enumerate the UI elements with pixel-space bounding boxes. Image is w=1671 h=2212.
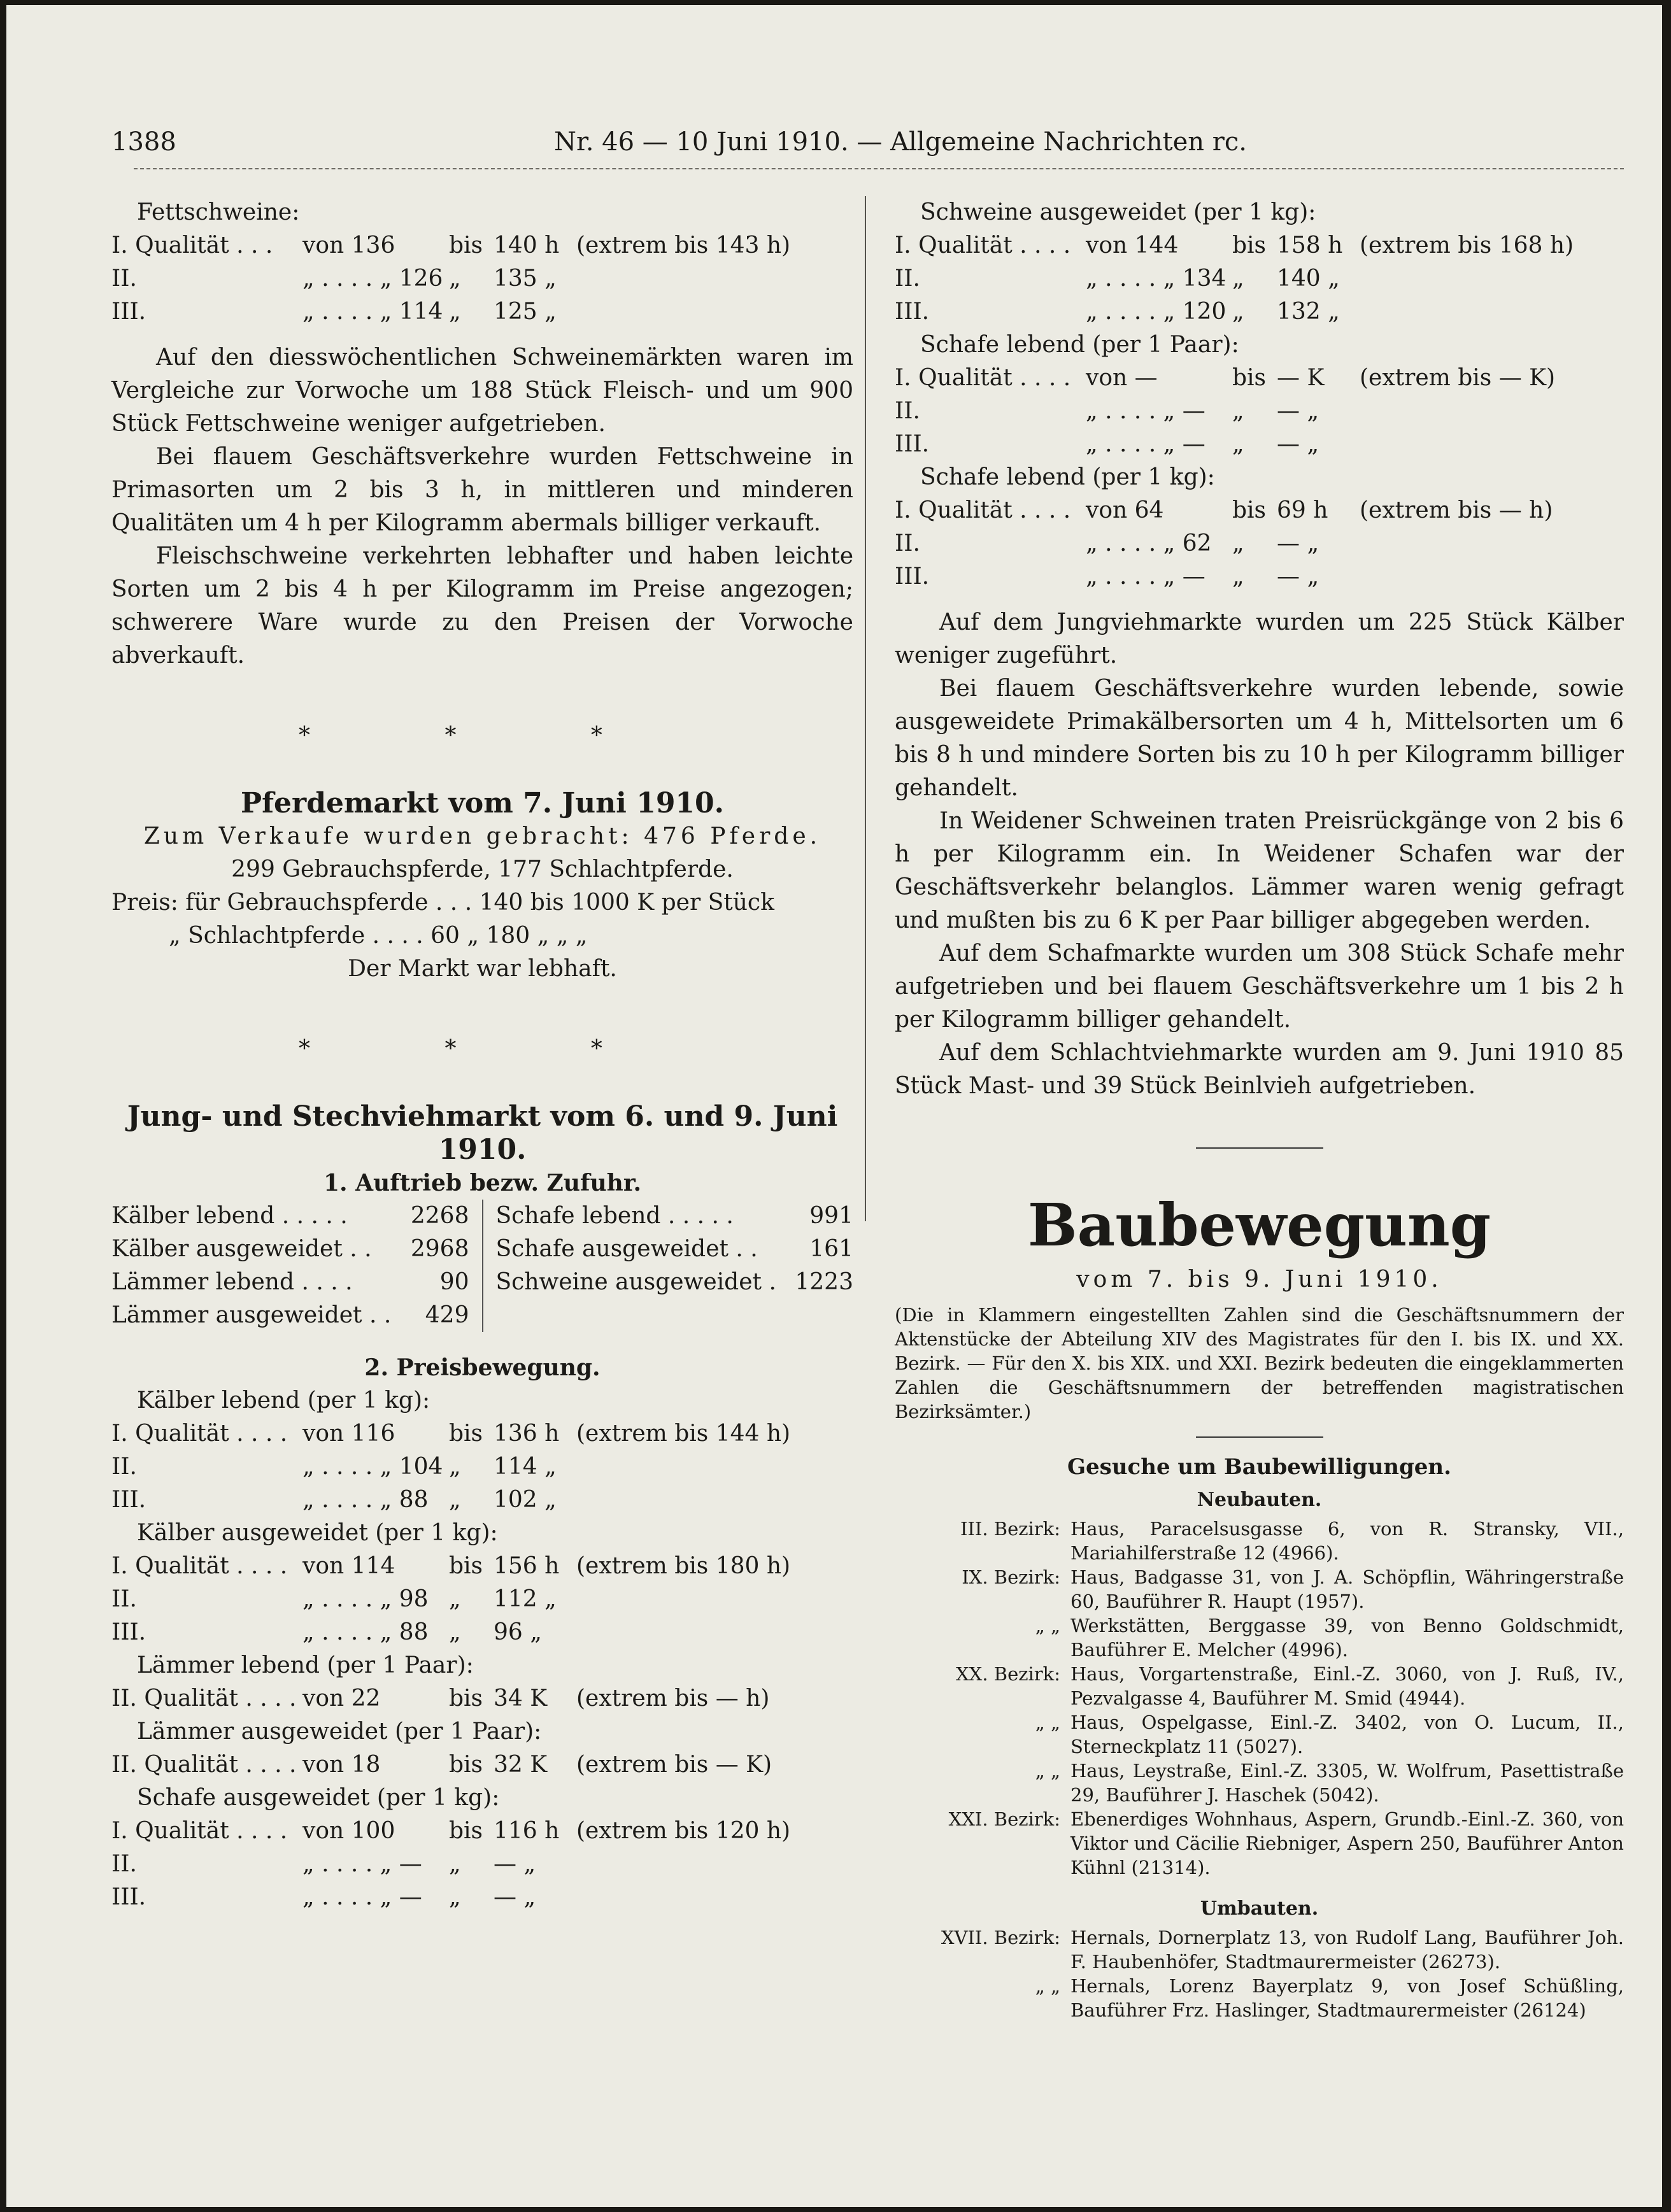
price-sep: bis [449, 1553, 483, 1579]
permit-district: IX. Bezirk: [962, 1566, 1060, 1588]
price-row [895, 362, 1624, 395]
fett-paragraph-3: Fleischschweine verkehrten lebhafter und haben leichte Sorten um 2 bis 4 h per Kilogramm im Preise angezogen; schwerere Ware wurde zu den Preisen der Vorwoche abverkauft. [111, 543, 853, 669]
price-quality: II. [111, 266, 137, 292]
price-to: 116 h [494, 1818, 560, 1844]
price-to: — „ [1277, 564, 1319, 590]
price-quality: III. [895, 431, 930, 457]
permit-district: III. Bezirk: [960, 1518, 1060, 1540]
price-from: „ . . . . „ 98 [302, 1586, 429, 1612]
permit-text: Werkstätten, Berggasse 39, von Benno Goldschmidt, Bauführer E. Melcher (4996). [1070, 1615, 1624, 1661]
price-sep: „ [1232, 266, 1244, 292]
price-to: 158 h [1277, 232, 1343, 259]
price-quality: III. [111, 1884, 146, 1910]
fett-price-table [111, 229, 853, 329]
header-rule [134, 168, 1624, 172]
right-column [895, 196, 1624, 2022]
neubauten-heading: Neubauten. [1197, 1489, 1322, 1511]
price-quality: II. [895, 266, 920, 292]
section-stars-2: * * * [299, 1036, 666, 1062]
pferde-price-1: Preis: für Gebrauchspferde . . . 140 bis 1000 K per Stück [111, 890, 774, 916]
price-quality: III. [111, 1619, 146, 1645]
jung-subheading-1: 1. Auftrieb bezw. Zufuhr. [323, 1170, 642, 1196]
price-quality: I. Qualität . . . [111, 232, 273, 259]
price-sep: „ [449, 1884, 461, 1910]
price-from: „ . . . . „ 88 [302, 1487, 429, 1513]
price-sep: bis [449, 1685, 483, 1712]
price-row [895, 229, 1624, 262]
pferde-line-3: Der Markt war lebhaft. [348, 956, 617, 982]
price-row [111, 1815, 853, 1848]
price-row [895, 527, 1624, 560]
price-row [111, 1417, 853, 1450]
price-from: von 116 [302, 1421, 395, 1447]
price-sep: bis [449, 1752, 483, 1778]
price-from: von 144 [1086, 232, 1179, 259]
price-extreme: (extrem bis — K) [1360, 365, 1556, 391]
stock-label: Kälber lebend . . . . . [111, 1203, 348, 1229]
permit-entry [895, 1925, 1624, 1974]
permit-entry [895, 1759, 1624, 1807]
stock-label: Lämmer lebend . . . . [111, 1269, 353, 1295]
price-from: von — [1086, 365, 1158, 391]
price-sep: bis [449, 1421, 483, 1447]
price-row [895, 494, 1624, 527]
price-to: 114 „ [494, 1454, 557, 1480]
newspaper-page [6, 5, 1662, 2207]
stock-value: 2268 [410, 1203, 469, 1229]
permit-entry [895, 1974, 1624, 2022]
fett-paragraph-2: Bei flauem Geschäftsverkehre wurden Fettschweine in Primasorten um 2 bis 3 h, in mittleren und minderen Qualitäten um 4 h per Kilogramm abermals billiger verkauft. [111, 444, 853, 536]
stock-row [111, 1233, 469, 1266]
price-row [111, 1550, 853, 1583]
price-sep: „ [1232, 431, 1244, 457]
running-head: Nr. 46 — 10 Juni 1910. — Allgemeine Nachrichten rc. [554, 127, 1247, 157]
price-sep: „ [449, 1851, 461, 1877]
price-from: „ . . . . „ 62 [1086, 530, 1212, 557]
price-to: 132 „ [1277, 299, 1340, 325]
price-from: „ . . . . „ 134 [1086, 266, 1227, 292]
price-to: 140 h [494, 232, 560, 259]
fett-heading: Fettschweine: [137, 199, 300, 225]
price-sep: „ [449, 1619, 461, 1645]
permit-entry [895, 1710, 1624, 1759]
permit-entry [895, 1517, 1624, 1565]
stock-value: 991 [809, 1203, 853, 1229]
permit-text: Haus, Badgasse 31, von J. A. Schöpflin, Währingerstraße 60, Bauführer R. Haupt (1957). [1070, 1566, 1624, 1612]
stock-label: Kälber ausgeweidet . . [111, 1236, 372, 1262]
price-from: „ . . . . „ 88 [302, 1619, 429, 1645]
pferde-line-2: 299 Gebrauchspferde, 177 Schlachtpferde. [231, 856, 734, 883]
price-group-heading: Schafe lebend (per 1 Paar): [920, 332, 1239, 358]
price-row [111, 1748, 853, 1782]
stock-value: 2968 [410, 1236, 469, 1262]
stock-label: Schafe lebend . . . . . [495, 1203, 734, 1229]
column-divider [865, 196, 866, 1221]
price-quality: I. Qualität . . . . [111, 1553, 288, 1579]
price-from: von 18 [302, 1752, 381, 1778]
price-quality: I. Qualität . . . . [895, 497, 1071, 523]
pferde-price-2: „ Schlachtpferde . . . . 60 „ 180 „ „ „ [169, 923, 588, 949]
price-row [111, 295, 853, 329]
price-to: 112 „ [494, 1586, 557, 1612]
permit-entry [895, 1613, 1624, 1662]
price-from: „ . . . . „ 126 [302, 266, 443, 292]
bau-subtitle: vom 7. bis 9. Juni 1910. [1076, 1266, 1442, 1293]
permit-district: „ „ [1035, 1760, 1060, 1782]
price-from: „ . . . . „ 120 [1086, 299, 1227, 325]
permit-district: „ „ [1035, 1712, 1060, 1733]
permit-district: XVII. Bezirk: [941, 1927, 1060, 1948]
fett-paragraph-1: Auf den diesswöchentlichen Schweinemärkten waren im Vergleiche zur Vorwoche um 188 Stück Fleisch- und um 900 Stück Fettschweine weniger aufgetrieben. [111, 344, 853, 437]
price-quality: II. [111, 1454, 137, 1480]
price-extreme: (extrem bis 180 h) [576, 1553, 791, 1579]
price-to: — K [1277, 365, 1325, 391]
permit-text: Haus, Paracelsusgasse 6, von R. Stransky, VII., Mariahilferstraße 12 (4966). [1070, 1518, 1624, 1564]
price-to: 69 h [1277, 497, 1328, 523]
page-number: 1388 [111, 127, 176, 157]
price-to: 96 „ [494, 1619, 542, 1645]
price-row [111, 1450, 853, 1484]
price-group-heading: Kälber ausgeweidet (per 1 kg): [137, 1520, 498, 1546]
pferde-title: Pferdemarkt vom 7. Juni 1910. [241, 787, 724, 819]
price-group-heading: Lämmer ausgeweidet (per 1 Paar): [137, 1719, 542, 1745]
price-to: 34 K [494, 1685, 548, 1712]
price-from: von 22 [302, 1685, 381, 1712]
price-extreme: (extrem bis — h) [1360, 497, 1553, 523]
price-group-heading: Schafe lebend (per 1 kg): [920, 464, 1215, 490]
umbauten-list [895, 1925, 1624, 2022]
price-quality: II. [111, 1851, 137, 1877]
price-extreme: (extrem bis 168 h) [1360, 232, 1574, 259]
price-to: 135 „ [494, 266, 557, 292]
price-sep: „ [1232, 530, 1244, 557]
price-row [111, 1616, 853, 1649]
right-paragraph-1: Auf dem Jungviehmarkte wurden um 225 Stück Kälber weniger zugeführt. [895, 609, 1624, 669]
stock-right [483, 1200, 854, 1332]
price-extreme: (extrem bis 120 h) [576, 1818, 791, 1844]
right-paragraph-3: In Weidener Schweinen traten Preisrückgänge von 2 bis 6 h per Kilogramm ein. In Weidener Schafen war der Geschäftsverkehr belanglos. Lämmer waren wenig gefragt und mußten bis zu 6 K per Paar billiger abgegeben werden. [895, 808, 1624, 933]
permit-text: Hernals, Lorenz Bayerplatz 9, von Josef Schüßling, Bauführer Frz. Haslinger, Stadtmaurermeister (26124) [1070, 1975, 1624, 2021]
price-sep: „ [449, 1454, 461, 1480]
price-from: „ . . . . „ — [1086, 431, 1205, 457]
stock-value: 1223 [795, 1269, 853, 1295]
price-quality: III. [111, 299, 146, 325]
section-rule [1196, 1147, 1323, 1149]
stock-row [496, 1233, 854, 1266]
price-quality: II. [111, 1586, 137, 1612]
price-to: 136 h [494, 1421, 560, 1447]
price-sep: bis [449, 232, 483, 259]
permit-text: Hernals, Dornerplatz 13, von Rudolf Lang, Bauführer Joh. F. Haubenhöfer, Stadtmaurermeister (26273). [1070, 1927, 1624, 1973]
price-row [111, 1881, 853, 1914]
stock-left [111, 1200, 483, 1332]
price-row [111, 1682, 853, 1715]
bau-heading: Gesuche um Baubewilligungen. [1067, 1454, 1451, 1480]
permit-entry [895, 1807, 1624, 1880]
stock-value: 90 [439, 1269, 469, 1295]
permit-district: „ „ [1035, 1615, 1060, 1636]
price-from: „ . . . . „ — [1086, 398, 1205, 424]
permit-entry [895, 1662, 1624, 1710]
permit-text: Haus, Vorgartenstraße, Einl.-Z. 3060, von J. Ruß, IV., Pezvalgasse 4, Bauführer M. Smid (4944). [1070, 1663, 1624, 1709]
permit-district: XX. Bezirk: [956, 1663, 1060, 1685]
price-to: 140 „ [1277, 266, 1340, 292]
price-quality: III. [111, 1487, 146, 1513]
permit-district: XXI. Bezirk: [948, 1808, 1060, 1830]
price-sep: „ [1232, 564, 1244, 590]
price-quality: I. Qualität . . . . [111, 1818, 288, 1844]
price-sep: bis [449, 1818, 483, 1844]
price-from: von 136 [302, 232, 395, 259]
stock-value: 161 [809, 1236, 853, 1262]
price-from: „ . . . . „ 104 [302, 1454, 443, 1480]
price-sep: bis [1232, 365, 1267, 391]
price-row [895, 560, 1624, 593]
price-row [111, 1583, 853, 1616]
stock-value: 429 [425, 1302, 469, 1328]
right-paragraph-2: Bei flauem Geschäftsverkehre wurden lebende, sowie ausgeweidete Primakälbersorten um 4 h, Mittelsorten um 6 bis 8 h und mindere Sorten bis zu 10 h per Kilogramm billiger gehandelt. [895, 676, 1624, 801]
stock-row [111, 1266, 469, 1299]
price-sep: „ [449, 266, 461, 292]
price-from: von 100 [302, 1818, 395, 1844]
neubauten-list [895, 1517, 1624, 1880]
stock-table [111, 1200, 853, 1332]
bau-rule [1196, 1436, 1323, 1438]
section-stars: * * * [299, 723, 666, 749]
price-to: — „ [494, 1851, 536, 1877]
price-extreme: (extrem bis — h) [576, 1685, 770, 1712]
jung-title: Jung- und Stechviehmarkt vom 6. und 9. Juni 1910. [127, 1100, 838, 1166]
price-sep: „ [1232, 299, 1244, 325]
stock-row [496, 1200, 854, 1233]
stock-row [111, 1299, 469, 1332]
pferde-line-1: Zum Verkaufe wurden gebracht: 476 Pferde. [143, 823, 821, 849]
stock-row [111, 1200, 469, 1233]
stock-label: Schafe ausgeweidet . . [495, 1236, 758, 1262]
price-quality: I. Qualität . . . . [111, 1421, 288, 1447]
price-group-heading: Schafe ausgeweidet (per 1 kg): [137, 1785, 500, 1811]
price-group-heading: Lämmer lebend (per 1 Paar): [137, 1652, 474, 1678]
permit-district: „ „ [1035, 1975, 1060, 1997]
stock-label: Schweine ausgeweidet . [495, 1269, 776, 1295]
price-row [895, 262, 1624, 295]
bau-title: Baubewegung [1027, 1191, 1491, 1259]
price-row [895, 428, 1624, 461]
price-from: „ . . . . „ — [302, 1884, 422, 1910]
price-from: „ . . . . „ 114 [302, 299, 443, 325]
left-column [111, 196, 853, 1914]
jung-price-groups [111, 1384, 853, 1914]
price-sep: bis [1232, 497, 1267, 523]
right-price-groups [895, 196, 1624, 593]
price-to: 32 K [494, 1752, 548, 1778]
price-to: 156 h [494, 1553, 560, 1579]
price-to: — „ [1277, 398, 1319, 424]
price-from: von 114 [302, 1553, 395, 1579]
price-sep: bis [1232, 232, 1267, 259]
price-quality: I. Qualität . . . . [895, 365, 1071, 391]
price-quality: II. Qualität . . . . [111, 1685, 297, 1712]
umbauten-heading: Umbauten. [1200, 1897, 1319, 1920]
permit-entry [895, 1565, 1624, 1613]
price-from: von 64 [1086, 497, 1164, 523]
price-quality: II. [895, 530, 920, 557]
price-sep: „ [449, 1487, 461, 1513]
bau-note: (Die in Klammern eingestellten Zahlen sind die Geschäftsnummern der Aktenstücke der Abteilung XIV des Magistrates für den I. bis IX. und XX. Bezirk. — Für den X. bis XIX. und XXI. Bezirk bedeuten die eingeklammerten Zahlen die Geschäftsnummern der betreffenden magistratischen Bezirksämter.) [895, 1304, 1624, 1422]
price-row [111, 229, 853, 262]
permit-text: Haus, Leystraße, Einl.-Z. 3305, W. Wolfrum, Pasettistraße 29, Bauführer J. Haschek (5042). [1070, 1760, 1624, 1806]
price-to: — „ [494, 1884, 536, 1910]
price-sep: „ [449, 1586, 461, 1612]
price-quality: III. [895, 564, 930, 590]
price-from: „ . . . . „ — [302, 1851, 422, 1877]
price-from: „ . . . . „ — [1086, 564, 1205, 590]
price-group-heading: Schweine ausgeweidet (per 1 kg): [920, 199, 1316, 225]
price-quality: I. Qualität . . . . [895, 232, 1071, 259]
price-row [895, 295, 1624, 329]
price-to: — „ [1277, 530, 1319, 557]
price-quality: III. [895, 299, 930, 325]
price-quality: II. [895, 398, 920, 424]
stock-row [496, 1266, 854, 1299]
price-sep: „ [449, 299, 461, 325]
permit-text: Ebenerdiges Wohnhaus, Aspern, Grundb.-Einl.-Z. 360, von Viktor und Cäcilie Riebniger, Aspern 250, Bauführer Anton Kühnl (21314). [1070, 1808, 1624, 1878]
right-paragraph-4: Auf dem Schafmarkte wurden um 308 Stück Schafe mehr aufgetrieben und bei flauem Geschäftsverkehre um 1 bis 2 h per Kilogramm billiger gehandelt. [895, 940, 1624, 1033]
right-paragraph-5: Auf dem Schlachtviehmarkte wurden am 9. Juni 1910 85 Stück Mast- und 39 Stück Beinlvieh aufgetrieben. [895, 1040, 1624, 1099]
price-quality: II. Qualität . . . . [111, 1752, 297, 1778]
price-extreme: (extrem bis 143 h) [576, 232, 791, 259]
jung-subheading-2: 2. Preisbewegung. [364, 1354, 601, 1381]
price-to: — „ [1277, 431, 1319, 457]
stock-label: Lämmer ausgeweidet . . [111, 1302, 392, 1328]
price-row [111, 262, 853, 295]
price-row [111, 1484, 853, 1517]
permit-text: Haus, Ospelgasse, Einl.-Z. 3402, von O. Lucum, II., Sterneckplatz 11 (5027). [1070, 1712, 1624, 1757]
price-row [111, 1848, 853, 1881]
price-group-heading: Kälber lebend (per 1 kg): [137, 1387, 430, 1414]
price-extreme: (extrem bis 144 h) [576, 1421, 791, 1447]
price-extreme: (extrem bis — K) [576, 1752, 772, 1778]
price-to: 102 „ [494, 1487, 557, 1513]
price-to: 125 „ [494, 299, 557, 325]
price-row [895, 395, 1624, 428]
price-sep: „ [1232, 398, 1244, 424]
